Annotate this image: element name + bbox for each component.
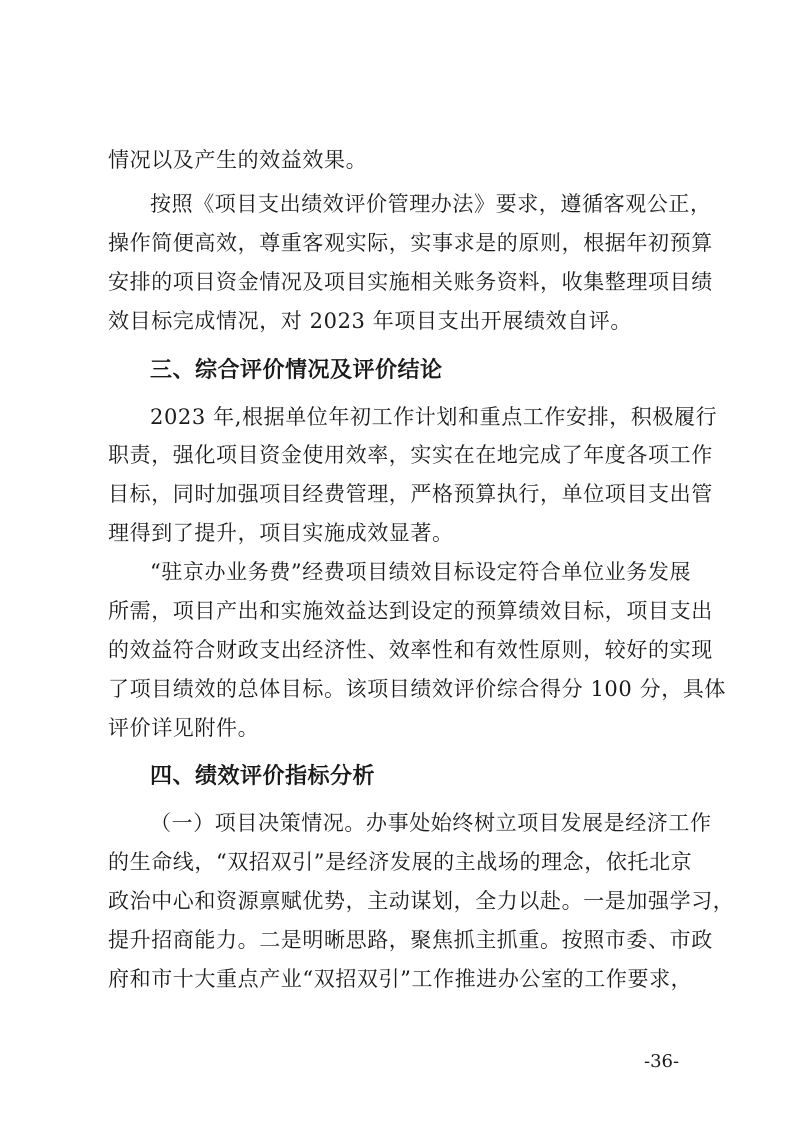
text-line: 理得到了提升，项目实施成效显著。 bbox=[108, 521, 454, 545]
text-line: 评价详见附件。 bbox=[108, 716, 260, 740]
text-line: 所需，项目产出和实施效益达到设定的预算绩效目标，项目支出 bbox=[108, 599, 713, 623]
text-line: 了项目绩效的总体目标。该项目绩效评价综合得分 100 分，具体 bbox=[108, 677, 727, 701]
text-line: 2023 年,根据单位年初工作计划和重点工作安排，积极履行 bbox=[150, 405, 718, 429]
text-line: 操作简便高效，尊重客观实际，实事求是的原则，根据年初预算 bbox=[108, 231, 713, 255]
text-line: 情况以及产生的效益效果。 bbox=[108, 148, 368, 172]
section-heading-3: 三、综合评价情况及评价结论 bbox=[150, 358, 443, 383]
text-line: 效目标完成情况，对 2023 年项目支出开展绩效自评。 bbox=[108, 309, 632, 333]
text-line: 按照《项目支出绩效评价管理办法》要求，遵循客观公正， bbox=[150, 192, 712, 216]
text-line: 目标，同时加强项目经费管理，严格预算执行，单位项目支出管 bbox=[108, 482, 713, 506]
text-line: 提升招商能力。二是明晰思路，聚焦抓主抓重。按照市委、市政 bbox=[108, 928, 713, 952]
text-line: 府和市十大重点产业“双招双引”工作推进办公室的工作要求， bbox=[108, 967, 693, 991]
text-line: 的效益符合财政支出经济性、效率性和有效性原则，较好的实现 bbox=[108, 638, 713, 662]
page-number: -36- bbox=[644, 1051, 680, 1072]
text-line: “驻京办业务费”经费项目绩效目标设定符合单位业务发展 bbox=[150, 560, 692, 584]
text-line: （一）项目决策情况。办事处始终树立项目发展是经济工作 bbox=[150, 811, 712, 835]
text-line: 职责，强化项目资金使用效率，实实在在地完成了年度各项工作 bbox=[108, 443, 713, 467]
text-line: 的生命线，“双招双引”是经济发展的主战场的理念，依托北京 bbox=[108, 850, 693, 874]
text-line: 政治中心和资源禀赋优势，主动谋划，全力以赴。一是加强学习， bbox=[108, 889, 735, 913]
section-heading-4: 四、绩效评价指标分析 bbox=[150, 764, 376, 789]
text-line: 安排的项目资金情况及项目实施相关账务资料，收集整理项目绩 bbox=[108, 270, 713, 294]
